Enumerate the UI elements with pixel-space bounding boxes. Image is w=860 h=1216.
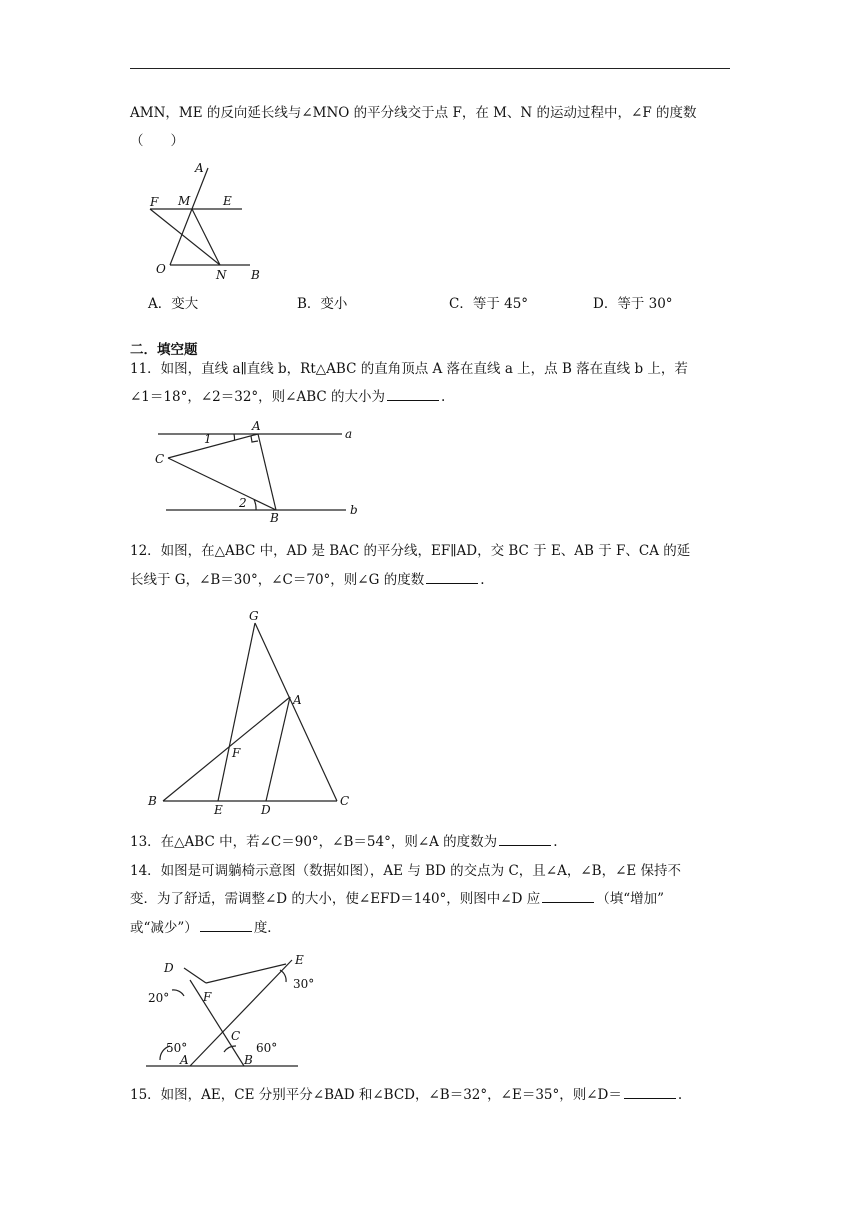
segment-fe xyxy=(206,964,286,983)
label-f: F xyxy=(150,195,159,209)
label-b: B xyxy=(148,794,157,808)
option-c: C．等于 45° xyxy=(449,296,529,312)
q12-line1: 12．如图，在△ABC 中，AD 是 BAC 的平分线，EF∥AD，交 BC 于 E、AB 于 F、CA 的延 xyxy=(130,543,691,559)
label-f: F xyxy=(203,990,212,1004)
angle2-arc xyxy=(254,500,256,511)
q14-end: 度． xyxy=(253,920,281,936)
q13-line xyxy=(130,832,734,852)
q14-line3 xyxy=(130,918,734,938)
label-d: D xyxy=(261,803,271,817)
q11-figure xyxy=(150,418,370,528)
q12-line2 xyxy=(130,570,734,590)
q10-answer-bracket: （ ） xyxy=(130,133,184,149)
angle20-arrow xyxy=(172,990,184,996)
segment-bd xyxy=(190,980,244,1066)
label-2: 2 xyxy=(239,496,247,510)
q14-answer-blank-2[interactable] xyxy=(200,919,252,932)
q13-answer-blank[interactable] xyxy=(499,833,551,846)
label-a: A xyxy=(180,1053,189,1067)
q10-stem-line1: AMN，ME 的反向延长线与∠MNO 的平分线交于点 F，在 M、N 的运动过程中，∠F 的度数 xyxy=(130,105,697,121)
section-title: 二．填空题 xyxy=(130,342,198,358)
label-g: G xyxy=(249,609,259,623)
segment-cb xyxy=(168,458,276,510)
label-b-point: B xyxy=(270,511,279,525)
label-line-a: a xyxy=(345,427,353,441)
q14-text2: 或“减少”） xyxy=(130,920,198,936)
q15-text: 15．如图，AE，CE 分别平分∠BAD 和∠BCD，∠B＝32°，∠E＝35°，则∠D＝ xyxy=(130,1087,622,1103)
label-m: M xyxy=(178,194,191,208)
angle1-arc xyxy=(234,434,235,441)
label-50deg: 50° xyxy=(166,1041,188,1055)
label-e: E xyxy=(295,953,304,967)
segment-ad xyxy=(266,697,290,801)
q10-figure xyxy=(140,158,280,286)
segment-ge xyxy=(218,623,255,801)
q12-text: 长线于 G，∠B＝30°，∠C＝70°，则∠G 的度数 xyxy=(130,572,425,588)
q15-end: . xyxy=(677,1087,683,1103)
label-20deg: 20° xyxy=(148,991,170,1005)
right-angle-mark xyxy=(251,436,258,442)
option-d: D．等于 30° xyxy=(593,296,673,312)
segment-df xyxy=(184,968,206,983)
q14-figure xyxy=(140,948,315,1070)
q14-line1: 14．如图是可调躺椅示意图（数据如图），AE 与 BD 的交点为 C，且∠A，∠B，∠E 保持不 xyxy=(130,863,682,879)
q14-hint: （填“增加” xyxy=(596,891,665,907)
q14-answer-blank-1[interactable] xyxy=(542,890,594,903)
label-line-b: b xyxy=(350,503,358,517)
option-b: B．变小 xyxy=(297,296,348,312)
q12-figure xyxy=(140,600,370,815)
option-a: A．变大 xyxy=(148,296,199,312)
segment-gc xyxy=(255,623,337,801)
q12-answer-blank[interactable] xyxy=(426,571,478,584)
q14-text: 变．为了舒适，需调整∠D 的大小，使∠EFD＝140°，则图中∠D 应 xyxy=(130,891,541,907)
q11-answer-blank[interactable] xyxy=(387,388,439,401)
segment-ab xyxy=(258,434,276,510)
q11-text: ∠1＝18°，∠2＝32°，则∠ABC 的大小为 xyxy=(130,389,386,405)
q11-end: . xyxy=(441,389,446,405)
q13-end: . xyxy=(553,834,558,850)
label-c: C xyxy=(340,794,350,808)
label-30deg: 30° xyxy=(293,977,315,991)
label-a: A xyxy=(195,161,204,175)
q11-line1: 11．如图，直线 a∥直线 b，Rt△ABC 的直角顶点 A 落在直线 a 上，点 B 落在直线 b 上，若 xyxy=(130,361,688,377)
label-c: C xyxy=(231,1029,241,1043)
label-n: N xyxy=(216,268,227,282)
label-a: A xyxy=(293,693,302,707)
label-e: E xyxy=(223,194,232,208)
label-b: B xyxy=(251,268,260,282)
label-a-point: A xyxy=(252,419,261,433)
label-e: E xyxy=(214,803,223,817)
label-f: F xyxy=(232,746,241,760)
label-d: D xyxy=(164,961,174,975)
q12-end: . xyxy=(480,572,485,588)
label-1: 1 xyxy=(204,432,212,446)
q15-answer-blank[interactable] xyxy=(624,1086,676,1099)
label-b: B xyxy=(244,1053,253,1067)
q11-line2 xyxy=(130,387,734,407)
segment-ba xyxy=(163,697,290,801)
segment-ca xyxy=(168,434,258,458)
q14-line2 xyxy=(130,889,734,909)
q13-text: 13．在△ABC 中，若∠C＝90°，∠B＝54°，则∠A 的度数为 xyxy=(130,834,498,850)
q15-line xyxy=(130,1085,734,1105)
label-o: O xyxy=(156,262,166,276)
header-rule xyxy=(130,68,730,69)
segment-mn xyxy=(192,209,220,265)
label-c: C xyxy=(155,452,165,466)
label-60deg: 60° xyxy=(256,1041,278,1055)
bisector-nf xyxy=(150,209,220,265)
